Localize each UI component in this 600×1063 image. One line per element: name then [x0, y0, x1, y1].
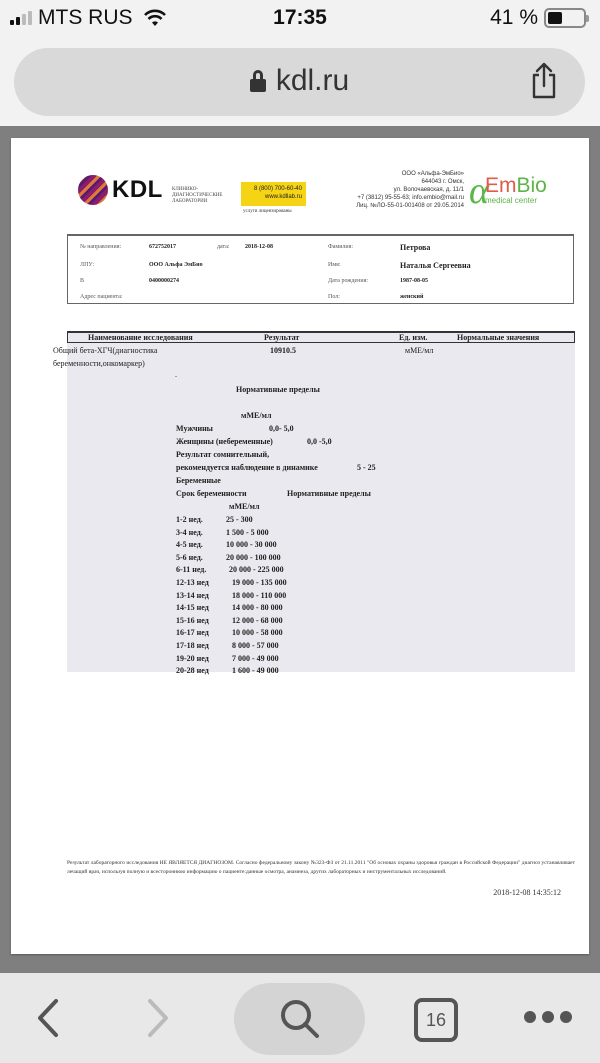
doubtful-value: 5 - 25 — [357, 463, 376, 472]
range-value: 25 - 300 — [226, 515, 253, 524]
battery-icon — [544, 8, 586, 28]
sex-label: Пол: — [328, 294, 340, 300]
norms-title: Нормативные пределы — [236, 385, 320, 394]
pdf-viewer[interactable] — [0, 126, 600, 973]
women-value: 0,0 -5,0 — [307, 437, 332, 446]
kdl-contact-box: 8 (800) 700-60-40 www.kdllab.ru — [241, 182, 306, 206]
men-value: 0,0- 5,0 — [269, 424, 294, 433]
carrier-name: MTS RUS — [38, 6, 133, 29]
range-value: 1 500 - 5 000 — [226, 527, 269, 537]
disclaimer-text: Результат лабораторного исследования НЕ ЯВЛЯЕТСЯ ДИАГНОЗОМ. Согласно федеральному закону №323-ФЗ от 21.11.2011 "Об основах охраны здоровья граждан в Российской Федерации" диагноз устанавливает лечащий врач, используя полную и всестороннюю информацию о пациенте:данные осмотра, анамнеза, других лабораторных и инструментальных исследований. — [67, 860, 575, 875]
name-value: Наталья Сергеевна — [400, 261, 471, 270]
range-value: 8 000 - 57 000 — [232, 641, 279, 650]
limits-header: Нормативные пределы — [287, 489, 371, 498]
range-term: 16-17 нед — [176, 628, 209, 638]
name-label: Имя: — [328, 262, 341, 268]
range-term: 5-6 нед. — [176, 552, 203, 562]
sex-value: женский — [400, 294, 424, 300]
range-value: 7 000 - 49 000 — [232, 653, 279, 663]
range-term: 20-28 нед — [176, 666, 209, 676]
doubtful-line1: Результат сомнительный, — [176, 450, 270, 459]
patient-info-box — [67, 234, 574, 304]
browser-toolbar — [0, 973, 600, 1063]
forward-icon[interactable] — [140, 995, 174, 1041]
term-unit: мМЕ/мл — [229, 502, 260, 511]
col-result: Результат — [264, 333, 300, 342]
lpu-value: ООО Альфа ЭмБио — [149, 262, 203, 268]
range-value: 14 000 - 80 000 — [232, 603, 283, 613]
col-normal: Нормальные значения — [457, 333, 540, 342]
more-icon[interactable] — [524, 1011, 572, 1023]
range-value: 1 600 - 49 000 — [232, 666, 279, 676]
dob-value: 1987-08-05 — [400, 278, 428, 284]
clock: 17:35 — [273, 6, 327, 29]
kdl-subtitle: КЛИНИКО-ДИАГНОСТИЧЕСКИЕ ЛАБОРАТОРИИ — [172, 187, 223, 204]
kdl-logo: KDL — [78, 175, 163, 205]
range-value: 18 000 - 110 000 — [232, 590, 287, 600]
dob-label: Дата рождения: — [328, 278, 369, 284]
b-label: В — [80, 278, 85, 284]
kdl-sphere-icon — [78, 175, 108, 205]
men-label: Мужчины — [176, 424, 213, 433]
range-term: 1-2 нед. — [176, 515, 203, 524]
embio-logo: α EmBio medical center — [469, 170, 547, 212]
test-name: Общий бета-ХГЧ(диагностика — [53, 346, 158, 355]
col-unit: Ед. изм. — [399, 333, 428, 342]
women-label: Женщины (небеременные) — [176, 437, 273, 446]
norms-unit: мМЕ/мл — [241, 411, 272, 420]
range-term: 14-15 нед — [176, 603, 209, 613]
lab-address: ООО «Альфа-ЭмБио» 644043 г. Омск, ул. Волочаевская, д. 11/1 +7 (3812) 95-55-63; info.embio@mail.ru Лиц. №ЛО-55-01-001408 от 29.05.2014 — [356, 171, 464, 209]
range-value: 12 000 - 68 000 — [232, 615, 283, 625]
col-test-name: Наименование исследования — [88, 333, 193, 342]
doubtful-line2: рекомендуется наблюдение в динамике — [176, 463, 318, 472]
range-value: 19 000 - 135 000 — [232, 578, 287, 587]
range-term: 3-4 нед. — [176, 527, 203, 537]
range-term: 19-20 нед — [176, 653, 209, 663]
kdl-license-note: услуги лицензированы — [243, 209, 292, 214]
range-value: 10 000 - 30 000 — [226, 540, 277, 550]
date-label: дата: — [217, 244, 230, 250]
lock-icon — [250, 70, 266, 92]
status-bar — [0, 0, 600, 38]
range-term: 6-11 нед. — [176, 565, 207, 575]
share-icon[interactable] — [529, 62, 559, 100]
test-name-cont: беременности,онкомаркер) — [53, 359, 145, 368]
range-value: 20 000 - 225 000 — [229, 565, 284, 575]
range-term: 13-14 нед — [176, 590, 209, 600]
range-term: 4-5 нед. — [176, 540, 203, 550]
results-table-header — [67, 331, 575, 343]
surname-label: Фамилия: — [328, 244, 354, 250]
b-value: 0400000274 — [149, 278, 179, 284]
surname-value: Петрова — [400, 243, 431, 252]
referral-label: № направления: — [80, 244, 122, 250]
address-label: Адрес пациента: — [80, 294, 123, 300]
url-text[interactable]: kdl.ru — [275, 64, 350, 97]
result-unit: мМЕ/мл — [405, 346, 434, 355]
result-value: 10910.5 — [270, 346, 296, 355]
range-value: 20 000 - 100 000 — [226, 552, 281, 562]
report-timestamp: 2018-12-08 14:35:12 — [493, 888, 561, 897]
document-page — [11, 138, 589, 954]
date-value: 2018-12-08 — [245, 244, 273, 250]
back-icon[interactable] — [32, 995, 66, 1041]
lpu-label: ЛПУ: — [80, 262, 95, 268]
range-term: 12-13 нед — [176, 578, 209, 587]
range-value: 10 000 - 58 000 — [232, 628, 283, 638]
dot: . — [175, 370, 177, 379]
pregnant-label: Беременные — [176, 476, 221, 485]
search-button[interactable] — [234, 983, 365, 1055]
range-term: 17-18 нед — [176, 641, 209, 650]
battery-percent: 41 % — [490, 6, 538, 29]
range-term: 15-16 нед — [176, 615, 209, 625]
address-bar[interactable] — [14, 48, 585, 116]
referral-value: 672752017 — [149, 244, 176, 250]
tabs-button[interactable]: 16 — [414, 998, 458, 1042]
results-section — [53, 331, 575, 676]
term-header: Срок беременности — [176, 489, 247, 498]
search-icon — [278, 997, 322, 1041]
